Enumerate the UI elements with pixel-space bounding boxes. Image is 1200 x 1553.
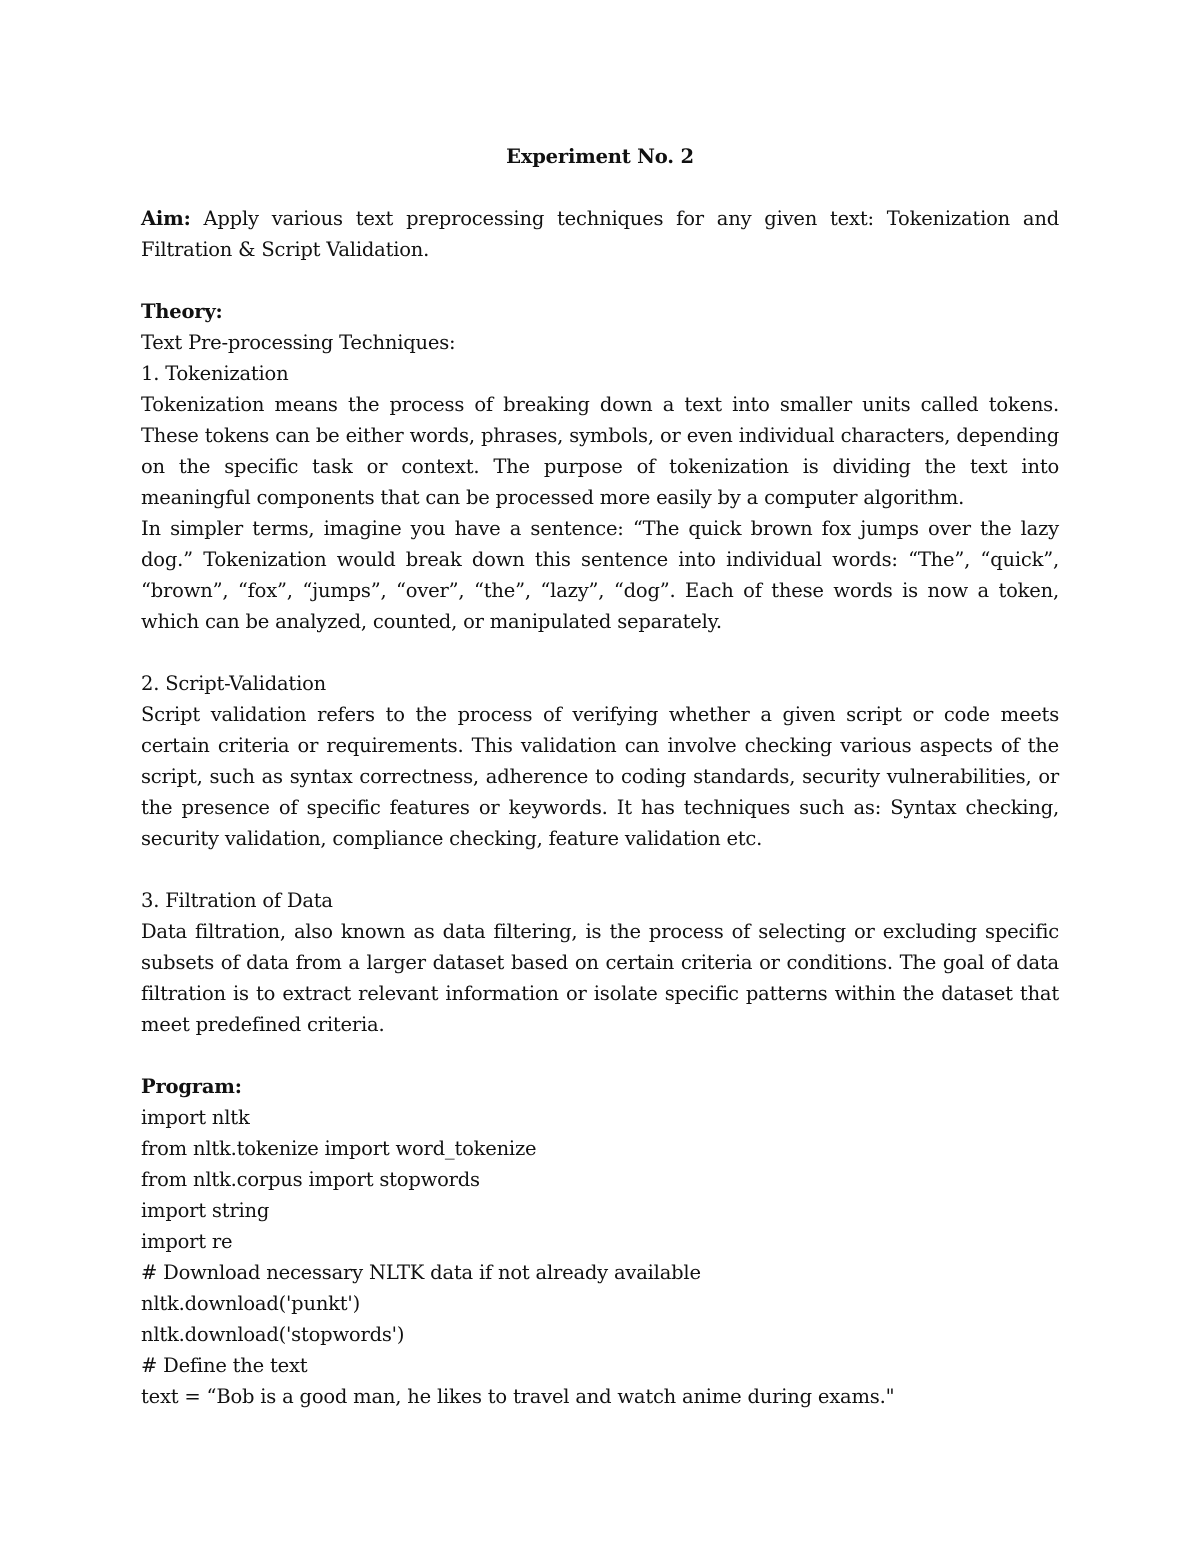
tokenization-paragraph: Tokenization means the process of breaking down a text into smaller units called tokens. These tokens can be either words, phrases, symbols, or even individual characters, depending on the specific task or context. The purpose of tokenization is dividing the text into meaningful components that can be processed more easily by a computer algorithm. xyxy=(141,393,1059,509)
program-code xyxy=(141,1102,1059,1412)
filtration-paragraph: Data filtration, also known as data filtering, is the process of selecting or excluding specific subsets of data from a larger dataset based on certain criteria or conditions. The goal of data filtration is to extract relevant information or isolate specific patterns within the dataset that meet predefined criteria. xyxy=(141,920,1059,1036)
code-line: # Download necessary NLTK data if not already available xyxy=(141,1261,701,1284)
code-line: nltk.download('stopwords') xyxy=(141,1323,405,1346)
code-line: import nltk xyxy=(141,1106,250,1129)
code-line: import re xyxy=(141,1230,233,1253)
code-line: # Define the text xyxy=(141,1354,308,1377)
script-validation-paragraph: Script validation refers to the process of verifying whether a given script or code meets certain criteria or requirements. This validation can involve checking various aspects of the script, such as syntax correctness, adherence to coding standards, security vulnerabilities, or the presence of specific features or keywords. It has techniques such as: Syntax checking, security validation, compliance checking, feature validation etc. xyxy=(141,703,1059,850)
theory-label: Theory: xyxy=(141,300,223,323)
aim-text: Apply various text preprocessing techniques for any given text: Tokenization and Filtration & Script Validation. xyxy=(141,207,1059,261)
code-line: from nltk.tokenize import word_tokenize xyxy=(141,1137,537,1160)
spacer xyxy=(141,1040,1059,1071)
code-line: import string xyxy=(141,1199,270,1222)
code-line: nltk.download('punkt') xyxy=(141,1292,360,1315)
section-heading-filtration: 3. Filtration of Data xyxy=(141,889,333,912)
section-heading-script-validation: 2. Script-Validation xyxy=(141,672,327,695)
document-content xyxy=(141,141,1059,1412)
aim-label: Aim: xyxy=(141,207,191,230)
theory-intro: Text Pre-processing Techniques: xyxy=(141,331,456,354)
spacer xyxy=(141,265,1059,296)
program-label: Program: xyxy=(141,1075,242,1098)
spacer xyxy=(141,854,1059,885)
document-title: Experiment No. 2 xyxy=(506,145,694,168)
code-line: from nltk.corpus import stopwords xyxy=(141,1168,480,1191)
section-heading-tokenization: 1. Tokenization xyxy=(141,362,289,385)
tokenization-example-paragraph: In simpler terms, imagine you have a sentence: “The quick brown fox jumps over the lazy dog.” Tokenization would break down this sentence into individual words: “The”, “quick”, “brown”, “fox”, “jumps”, “over”, “the”, “lazy”, “dog”. Each of these words is now a token, which can be analyzed, counted, or manipulated separately. xyxy=(141,517,1059,633)
code-line: text = “Bob is a good man, he likes to travel and watch anime during exams." xyxy=(141,1385,895,1408)
aim-paragraph xyxy=(141,203,1059,265)
spacer xyxy=(141,637,1059,668)
